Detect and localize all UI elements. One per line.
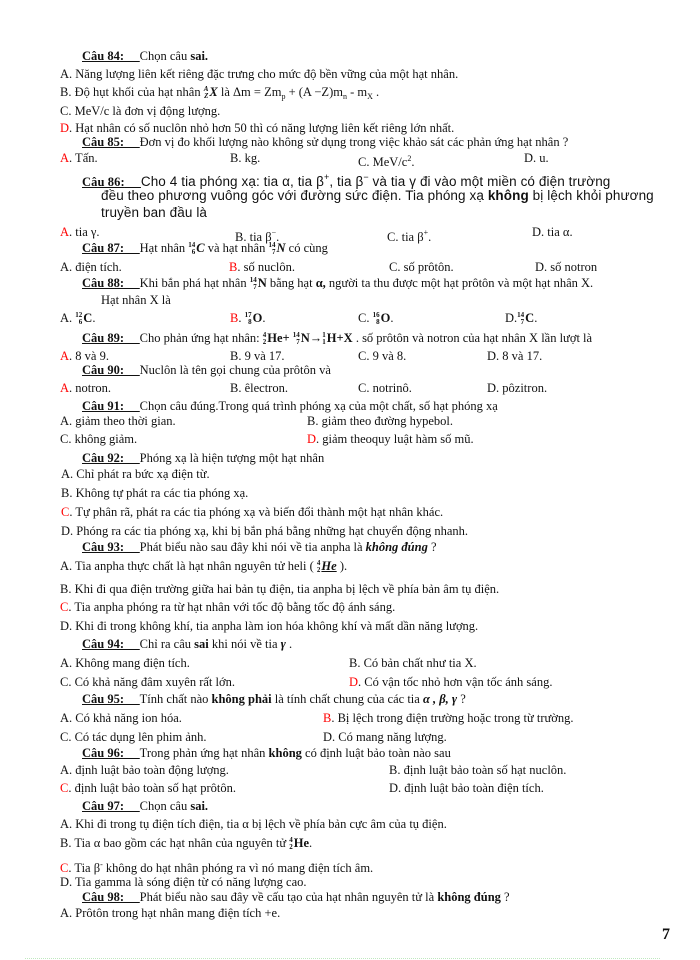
question-86-stem-line1: Câu 86: Cho 4 tia phóng xạ: tia α, tia β+, tia β− và tia γ đi vào một miền có điện trường: [82, 172, 611, 189]
q92-option-b[interactable]: [61, 486, 248, 501]
option-letter: B: [349, 656, 358, 670]
page-footer-divider: [25, 958, 660, 959]
isotope-notation: 14 7: [249, 276, 257, 292]
option-text: . Khi đi qua điện trường giữa hai bản tụ điện, tia anpha bị lệch về phía bản âm tụ điện.: [68, 582, 500, 596]
q92-option-c[interactable]: [61, 505, 443, 520]
option-letter: D: [323, 730, 333, 744]
q94-option-c[interactable]: [60, 675, 235, 690]
q87-option-c[interactable]: [389, 260, 454, 275]
q94-option-b[interactable]: [349, 656, 477, 671]
stem-bold: không đúng: [437, 890, 501, 904]
option-letter: C: [358, 311, 367, 325]
q97-option-d[interactable]: [60, 875, 307, 890]
option-letter: A: [60, 414, 70, 428]
option-letter: A: [60, 260, 70, 274]
q95-option-b[interactable]: [323, 711, 574, 726]
q89-option-c[interactable]: [358, 349, 406, 364]
stem-bold: sai.: [190, 799, 209, 813]
question-86-stem-line2: đều theo phương vuông góc với đường sức điện. Tia phóng xạ không bị lệch khỏi phương: [101, 188, 654, 203]
option-letter-correct: D: [60, 121, 70, 135]
q89-option-d[interactable]: [487, 349, 542, 364]
q86-option-a[interactable]: [60, 225, 100, 240]
q98-option-a[interactable]: [60, 906, 280, 921]
q88-option-d[interactable]: D. 14 7 C.: [505, 311, 538, 327]
option-letter: B: [389, 763, 398, 777]
question-84-stem: [82, 49, 208, 64]
option-text: . Có mang năng lượng.: [332, 730, 447, 744]
option-text: . 9 và 8.: [366, 349, 407, 363]
option-letter: A: [60, 763, 70, 777]
q88-option-b[interactable]: B. 17 8 O.: [230, 311, 266, 327]
option-text: . MeV/c: [366, 155, 408, 169]
option-text: . u.: [533, 151, 549, 165]
stem-text: Chọn câu: [139, 49, 191, 63]
question-91-stem: Câu 91: Chọn câu đúng.Trong quá trình phóng xạ của một chất, số hạt phóng xạ: [82, 399, 498, 413]
option-text: . Tia β: [68, 861, 101, 875]
option-text: . notrinô.: [366, 381, 412, 395]
question-label: Câu 96:: [82, 746, 125, 760]
option-letter-correct: B: [230, 311, 239, 325]
option-text: . Tia anpha thực chất là hạt nhân nguyên tử heli (: [69, 559, 317, 573]
question-93-stem: Câu 93: Phát biểu nào sau đây khi nói về tia anpha là không đúng ?: [82, 540, 437, 554]
question-label: Câu 98:: [82, 890, 125, 904]
q84-option-d[interactable]: [60, 121, 454, 136]
option-letter: A: [60, 311, 70, 325]
q90-option-a[interactable]: [60, 381, 111, 396]
q93-option-c[interactable]: [60, 600, 395, 615]
option-text: . Prôtôn trong hạt nhân mang điện tích +e.: [69, 906, 281, 920]
gamma-symbol: γ: [280, 637, 286, 651]
option-text: . Chỉ phát ra bức xạ điện từ.: [70, 467, 210, 481]
option-letter: A: [61, 467, 71, 481]
option-text: . êlectron.: [238, 381, 288, 395]
option-text: . giảm theo đường hypebol.: [315, 414, 454, 428]
question-90-stem: Câu 90: Nuclôn là tên gọi chung của prôtôn và: [82, 363, 331, 377]
question-88-stem-line1: Câu 88: Khi bắn phá hạt nhân 14 7 N bằng hạt α, người ta thu được một hạt prôtôn và một hạt nhân X.: [82, 276, 594, 292]
option-text: . không giảm.: [68, 432, 138, 446]
question-94-stem: Câu 94: Chỉ ra câu sai khi nói về tia γ .: [82, 637, 293, 651]
q95-option-a[interactable]: [60, 711, 182, 726]
q91-option-a[interactable]: [60, 414, 176, 429]
reaction-arrow: →: [309, 331, 323, 345]
question-89-stem: Câu 89: Cho phản ứng hạt nhân: 4 2 He+ 14 7 N→ 1 1 H+X . số prôtôn và notron của hạt nhân X lần lượt là: [82, 331, 593, 347]
option-letter: C: [60, 730, 69, 744]
question-label: Câu 92:: [82, 451, 125, 465]
option-text: . số prôtôn.: [397, 260, 454, 274]
q94-option-d[interactable]: [349, 675, 552, 690]
option-letter: B: [230, 381, 239, 395]
option-text: . pôzitron.: [496, 381, 548, 395]
stem-text: Đơn vị đo khối lượng nào không sử dụng trong việc khảo sát các phản ứng hạt nhân ?: [139, 135, 569, 149]
option-letter: B: [60, 836, 69, 850]
option-letter-correct: B: [323, 711, 332, 725]
option-text: . Không mang điện tích.: [69, 656, 190, 670]
isotope-notation: 14 6: [188, 241, 196, 257]
option-text: . Năng lượng liên kết riêng đặc trưng cho mức độ bền vững của một hạt nhân.: [69, 67, 459, 81]
option-text: . kg.: [238, 151, 261, 165]
option-text: . số nuclôn.: [237, 260, 295, 274]
option-text: . Có bản chất như tia X.: [357, 656, 477, 670]
option-text: . Có khả năng đâm xuyên rất lớn.: [68, 675, 235, 689]
question-label: Câu 87:: [82, 241, 125, 255]
option-text: . định luật bảo toàn số hạt nuclôn.: [397, 763, 567, 777]
q86-option-d[interactable]: [532, 225, 573, 240]
option-text: . 9 và 17.: [238, 349, 285, 363]
question-98-stem: Câu 98: Phát biểu nào sau đây về cấu tạo của hạt nhân nguyên tử là không đúng ?: [82, 890, 510, 904]
option-letter: D: [535, 260, 545, 274]
option-text: . Có tác dụng lên phim ảnh.: [68, 730, 207, 744]
option-letter-correct: C: [61, 505, 70, 519]
option-letter: C: [60, 675, 69, 689]
q94-option-a[interactable]: [60, 656, 190, 671]
question-label: Câu 91:: [82, 399, 125, 413]
nucleus-symbol: C: [196, 241, 205, 255]
q96-option-b[interactable]: [389, 763, 566, 778]
option-letter: D: [61, 524, 71, 538]
question-label: Câu 90:: [82, 363, 125, 377]
option-letter: A: [60, 817, 70, 831]
q97-option-c[interactable]: C. Tia β- không do hạt nhân phóng ra vì nó mang điện tích âm.: [60, 860, 374, 875]
stem-bold: không: [487, 188, 529, 203]
option-letter: D: [487, 349, 497, 363]
option-letter: B: [230, 151, 239, 165]
option-text: . định luật bảo toàn số hạt prôtôn.: [68, 781, 237, 795]
option-letter: B: [307, 414, 316, 428]
option-letter: B: [230, 349, 239, 363]
option-text: . Có khả năng ion hóa.: [69, 711, 182, 725]
question-96-stem: Câu 96: Trong phản ứng hạt nhân không có định luật bảo toàn nào sau: [82, 746, 451, 760]
option-text: . tia β: [395, 230, 424, 244]
option-letter-correct: C: [60, 861, 69, 875]
option-letter: C: [387, 230, 396, 244]
q92-option-d[interactable]: [61, 524, 468, 539]
option-text: . Có vận tốc nhỏ hơn vận tốc ánh sáng.: [358, 675, 553, 689]
option-text: . Tia gamma là sóng điện từ có năng lượng cao.: [69, 875, 307, 889]
q90-option-c[interactable]: [358, 381, 412, 396]
isotope-notation: A Z: [203, 85, 209, 101]
nucleus-symbol: X: [209, 85, 218, 99]
q84-option-c[interactable]: [60, 104, 220, 119]
q90-option-d[interactable]: [487, 381, 547, 396]
option-text: . 8 và 17.: [496, 349, 543, 363]
option-letter: A: [60, 559, 70, 573]
q96-option-a[interactable]: [60, 763, 229, 778]
question-97-stem: Câu 97: Chọn câu sai.: [82, 799, 209, 813]
option-text: . điện tích.: [69, 260, 122, 274]
q88-option-c[interactable]: C. 16 8 O.: [358, 311, 394, 327]
option-text: . Tấn.: [69, 151, 98, 165]
stem-bold: sai: [194, 637, 209, 651]
q87-option-b[interactable]: [229, 260, 295, 275]
option-letter: D: [524, 151, 534, 165]
q95-option-d[interactable]: [323, 730, 447, 745]
option-letter: B: [61, 486, 70, 500]
question-85-stem: [82, 135, 568, 150]
option-letter: D: [60, 619, 70, 633]
option-text: . Phóng ra các tia phóng xạ, khi bị bắn phá bằng những hạt chuyển động nhanh.: [70, 524, 469, 538]
q86-option-c[interactable]: C. tia β+.: [387, 228, 432, 244]
option-letter-correct: A: [60, 225, 70, 239]
option-text: . Không tự phát ra các tia phóng xạ.: [69, 486, 249, 500]
q88-option-a[interactable]: A. 12 6 C.: [60, 311, 96, 327]
q89-option-a[interactable]: [60, 349, 109, 364]
option-letter: C: [358, 155, 367, 169]
option-letter: B: [60, 582, 69, 596]
isotope-notation: 14 7: [268, 241, 276, 257]
option-text: . Độ hụt khối của hạt nhân: [68, 85, 204, 99]
q85-option-a[interactable]: [60, 151, 98, 166]
alpha-particle-symbol: α,: [315, 276, 326, 290]
option-letter-correct: D: [307, 432, 317, 446]
q90-option-b[interactable]: [230, 381, 288, 396]
option-letter: C: [389, 260, 398, 274]
option-text: . Khi đi trong tụ điện tích điện, tia α bị lệch về phía bản cực âm của tụ điện.: [69, 817, 447, 831]
question-92-stem: Câu 92: Phóng xạ là hiện tượng một hạt nhân: [82, 451, 325, 465]
option-letter: C: [358, 349, 367, 363]
question-87-stem: Câu 87: Hạt nhân 14 6 C và hạt nhân 14 7 N có cùng: [82, 241, 328, 257]
q93-option-d[interactable]: [60, 619, 478, 634]
q84-option-b[interactable]: B. Độ hụt khối của hạt nhân A Z X là $\Delta m = Zm_p + (A -Z)m_n - m_X$ .: [60, 85, 380, 101]
stem-bold: không: [268, 746, 302, 760]
q85-option-c[interactable]: C. MeV/$c^2$.: [358, 154, 415, 169]
option-text: . Tự phân rã, phát ra các tia phóng xạ và biến đổi thành một hạt nhân khác.: [69, 505, 444, 519]
q89-option-b[interactable]: [230, 349, 285, 364]
option-letter: B: [60, 85, 69, 99]
q84-option-a[interactable]: [60, 67, 458, 82]
q85-option-d[interactable]: [524, 151, 549, 166]
q96-option-d[interactable]: [389, 781, 544, 796]
option-letter-correct: A: [60, 151, 70, 165]
option-text: . tia γ.: [69, 225, 100, 239]
option-letter-correct: A: [60, 349, 70, 363]
option-letter: D: [505, 311, 515, 325]
option-letter-correct: B: [229, 260, 238, 274]
q87-option-a[interactable]: [60, 260, 122, 275]
option-letter: B: [235, 230, 244, 244]
q96-option-c[interactable]: [60, 781, 236, 796]
q91-option-b[interactable]: [307, 414, 453, 429]
question-88-stem-line2: Hạt nhân X là: [101, 293, 171, 307]
q85-option-b[interactable]: [230, 151, 260, 166]
option-letter: A: [60, 67, 70, 81]
page-number: 7: [662, 926, 670, 943]
stem-bold: sai.: [190, 49, 209, 63]
q86-option-b[interactable]: B. tia β−.: [235, 228, 280, 244]
option-letter-correct: C: [60, 600, 69, 614]
q91-option-c[interactable]: [60, 432, 137, 447]
question-label: Câu 89:: [82, 331, 125, 345]
option-text: . Khi đi trong không khí, tia anpha làm ion hóa không khí và mất dần năng lượng.: [69, 619, 479, 633]
option-text: . giảm theo thời gian.: [69, 414, 176, 428]
option-letter: C: [60, 104, 69, 118]
question-label: Câu 97:: [82, 799, 125, 813]
q87-option-d[interactable]: [535, 260, 597, 275]
option-letter-correct: A: [60, 381, 70, 395]
option-letter: D: [487, 381, 497, 395]
question-label: Câu 84:: [82, 49, 125, 63]
option-text: . định luật bảo toàn động lượng.: [69, 763, 229, 777]
question-label: Câu 95:: [82, 692, 125, 706]
formula-text: là Δm = Zm: [217, 85, 282, 99]
stem-bold: không phải: [211, 692, 272, 706]
option-text: . tia α.: [541, 225, 573, 239]
option-text: . MeV/c là đơn vị động lượng.: [68, 104, 221, 118]
nucleus-symbol: N: [257, 276, 267, 290]
q93-option-b[interactable]: [60, 582, 499, 597]
question-label: Câu 94:: [82, 637, 125, 651]
option-letter: C: [60, 432, 69, 446]
option-letter: C: [358, 381, 367, 395]
option-text: . số notron: [544, 260, 598, 274]
q91-option-d[interactable]: [307, 432, 474, 447]
option-text: . Tia α bao gồm các hạt nhân của nguyên tử: [68, 836, 290, 850]
option-letter: D: [389, 781, 399, 795]
option-text: . giảm theoquy luật hàm số mũ.: [316, 432, 474, 446]
option-text: . Hạt nhân có số nuclôn nhỏ hơn 50 thì có năng lượng liên kết riêng lớn nhất.: [69, 121, 455, 135]
radiation-symbols: α , β, γ: [422, 692, 458, 706]
q95-option-c[interactable]: [60, 730, 207, 745]
q97-option-a[interactable]: [60, 817, 447, 832]
option-text: . Bị lệch trong điện trường hoặc trong từ trường.: [331, 711, 574, 725]
option-letter-correct: D: [349, 675, 359, 689]
question-label: Câu 85:: [82, 135, 125, 149]
question-label: Câu 93:: [82, 540, 125, 554]
option-text: . 8 và 9.: [69, 349, 109, 363]
q97-option-b[interactable]: B. Tia α bao gồm các hạt nhân của nguyên tử 4 2 He.: [60, 836, 313, 852]
q93-option-a[interactable]: A. Tia anpha thực chất là hạt nhân nguyên tử heli ( 4 2 He ).: [60, 559, 348, 575]
option-letter: D: [532, 225, 542, 239]
stem-bold-italic: không đúng: [365, 540, 428, 554]
option-text: . notron.: [69, 381, 112, 395]
question-label: Câu 86:: [82, 175, 125, 189]
option-letter: A: [60, 711, 70, 725]
nucleus-symbol: N: [276, 241, 286, 255]
question-label: Câu 88:: [82, 276, 125, 290]
option-text: . Tia anpha phóng ra từ hạt nhân với tốc độ bằng tốc độ ánh sáng.: [68, 600, 396, 614]
option-text: . tia β: [243, 230, 272, 244]
q92-option-a[interactable]: [61, 467, 210, 482]
option-letter-correct: C: [60, 781, 69, 795]
option-text: . định luật bảo toàn điện tích.: [398, 781, 544, 795]
question-86-stem-line3: truyền ban đầu là: [101, 205, 208, 220]
option-letter: D: [60, 875, 70, 889]
question-95-stem: Câu 95: Tính chất nào không phải là tính chất chung của các tia α , β, γ ?: [82, 692, 466, 706]
option-letter: A: [60, 656, 70, 670]
option-letter: A: [60, 906, 70, 920]
